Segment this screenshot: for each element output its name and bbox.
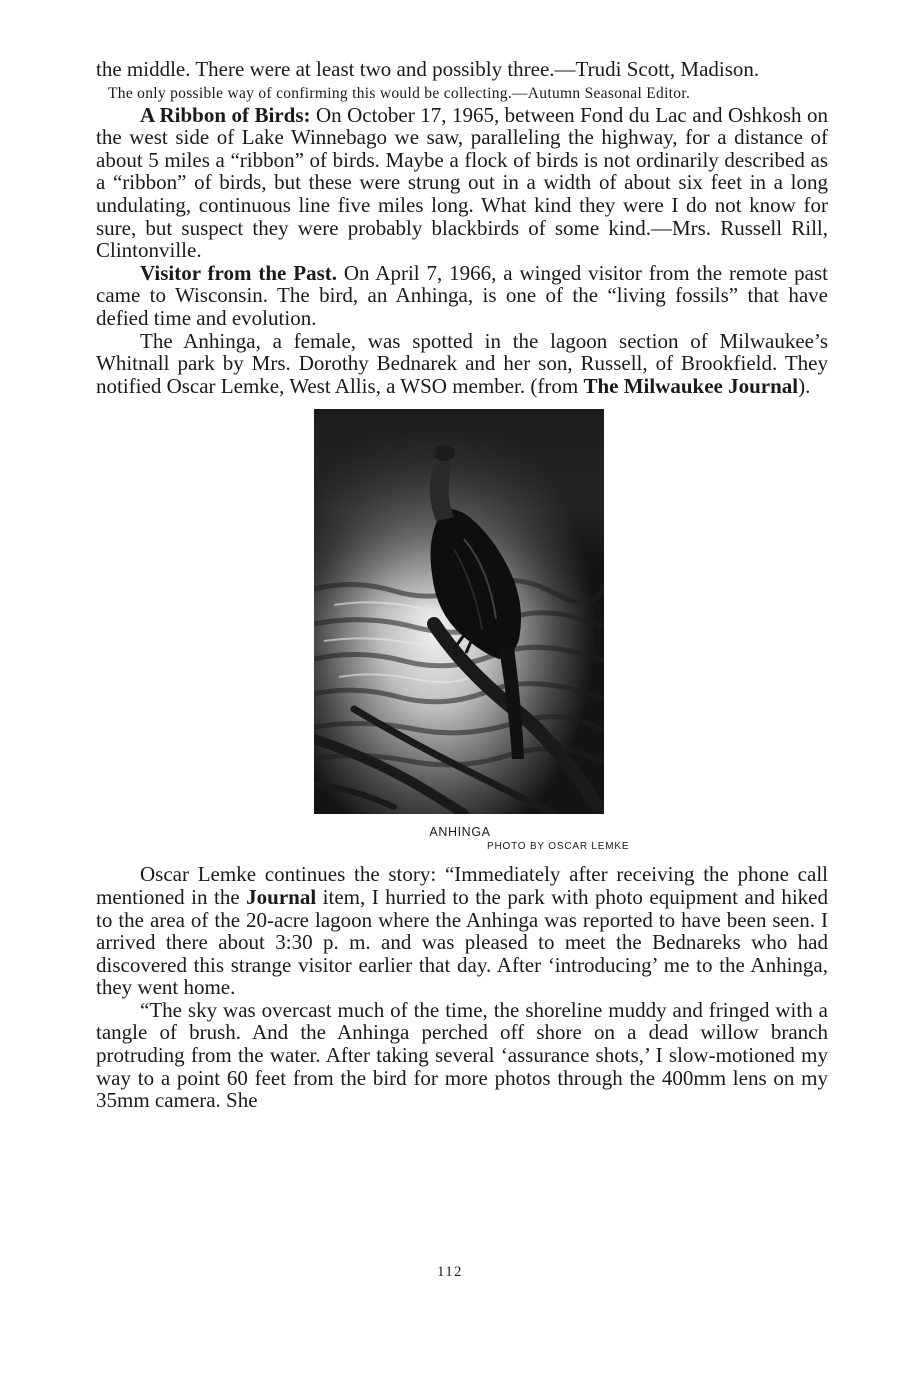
paragraph-anhinga-sighting	[96, 330, 828, 398]
visitor-from-past-body: On April 7, 1966, a winged visitor from the remote past came to Wisconsin. The bird, an Anhinga, is one of the “living fossils” that have defied time and evolution.	[96, 260, 829, 330]
page-number: 112	[437, 1264, 463, 1280]
paragraph-visitor-from-past	[96, 262, 828, 330]
editor-note: The only possible way of confirming this would be collecting.—Autumn Seasonal Editor.	[108, 84, 691, 102]
visitor-from-past-heading: Visitor from the Past.	[140, 260, 337, 285]
anhinga-sighting-close: ).	[798, 373, 811, 398]
paragraph-ribbon-of-birds	[96, 104, 828, 262]
page-content	[96, 58, 828, 1112]
anhinga-sighting-text: The Anhinga, a female, was spotted in the lagoon section of Milwaukee’s Whitnall park by Mrs. Dorothy Bednarek and her son, Russell, of Brookfield. They notified Oscar Lemke, West Allis, a WSO member. (from	[96, 328, 828, 398]
figure-credit: PHOTO BY OSCAR LEMKE	[487, 841, 630, 853]
paragraph-sky-overcast: “The sky was overcast much of the time, the shoreline muddy and fringed with a tangle of brush. And the Anhinga perched off shore on a dead willow branch protruding from the water. After taking several ‘assurance shots,’ I slow-motioned my way to a point 60 feet from the bird for more photos through the 400mm lens on my 35mm camera. She	[96, 997, 828, 1113]
lemke-story-continued: item, I hurried to the park with photo equipment and hiked to the area of the 20-acre lagoon where the Anhinga was reported to have been seen. I arrived there about 3:30 p. m. and was pleased to meet the Bednareks who had discovered this strange visitor earlier that day. After ‘introducing’ me to the Anhinga, they went home.	[96, 884, 828, 1000]
ribbon-of-birds-body: On October 17, 1965, between Fond du Lac and Oshkosh on the west side of Lake Winnebago we saw, paralleling the highway, for a distance of about 5 miles a “ribbon” of birds. Maybe a flock of birds is not ordinarily described as a “ribbon” of birds, but these were strung out in a width of about six feet in a long undulating, continuous line five miles long. What kind they were I do not know for sure, but suspect they were probably blackbirds of some kind.—Mrs. Russell Rill, Clintonville.	[96, 102, 828, 263]
ribbon-of-birds-heading: A Ribbon of Birds:	[140, 102, 311, 127]
figure-caption: ANHINGA	[429, 825, 491, 840]
journal-reference: Journal	[246, 884, 317, 909]
paragraph-lemke-story	[96, 863, 828, 999]
lemke-story-text: Oscar Lemke continues the story: “Immediately after receiving the phone call mentioned in the	[96, 862, 828, 909]
journal-title: The Milwaukee Journal	[583, 373, 799, 398]
anhinga-photo	[314, 409, 604, 814]
paragraph-continuation: the middle. There were at least two and possibly three.—Trudi Scott, Madison.	[96, 57, 760, 81]
